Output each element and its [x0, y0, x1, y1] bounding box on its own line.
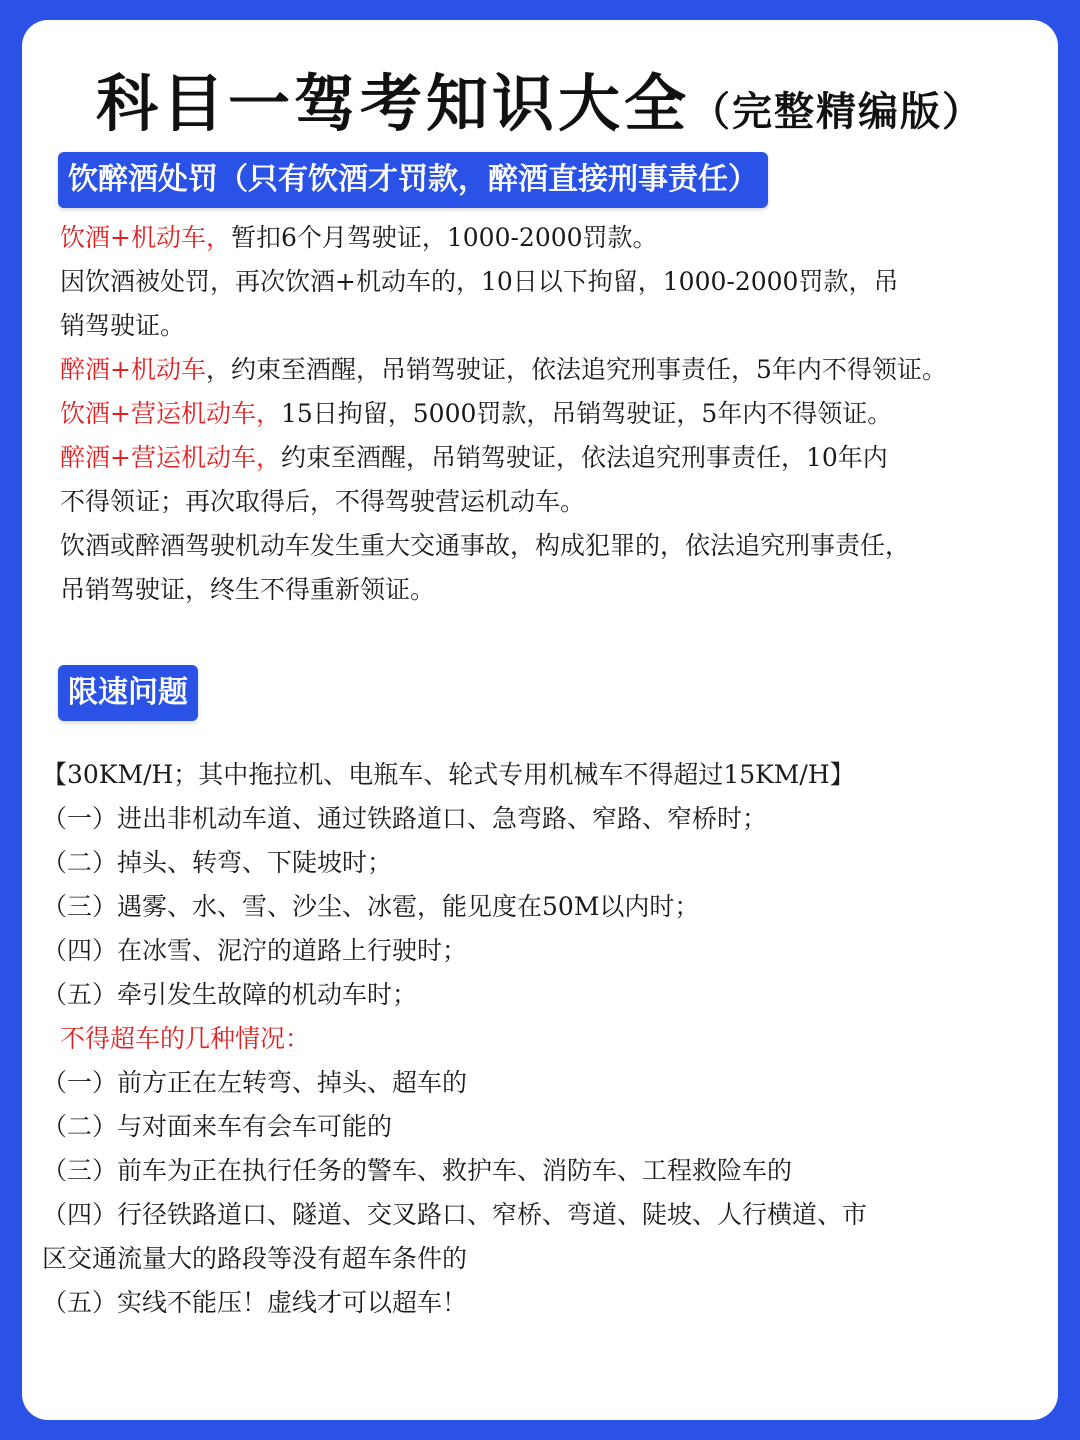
title-sub: （完整精编版）	[690, 89, 984, 135]
body-text: 约束至酒醒，吊销驾驶证，依法追究刑事责任，10年内	[280, 443, 888, 472]
text-line: 销驾驶证。	[60, 311, 186, 340]
page-title	[22, 64, 1058, 152]
text-line	[60, 348, 947, 392]
subheading-no-overtaking: 不得超车的几种情况：	[60, 1024, 311, 1053]
text-line: 饮酒或醉酒驾驶机动车发生重大交通事故，构成犯罪的，依法追究刑事责任，	[60, 531, 911, 560]
body-text: 15日拘留，5000罚款，吊销驾驶证，5年内不得领证。	[280, 399, 893, 428]
text-line: （二）掉头、转弯、下陡坡时；	[42, 848, 393, 877]
text-line: （五）牵引发生故障的机动车时；	[42, 980, 418, 1009]
text-line: （五）实线不能压！虚线才可以超车！	[42, 1288, 468, 1317]
text-line: 吊销驾驶证，终生不得重新领证。	[60, 575, 436, 604]
text-line: （三）遇雾、水、雪、沙尘、冰雹，能见度在50M以内时；	[42, 892, 700, 921]
highlight-text: 饮酒+营运机动车，	[60, 399, 281, 428]
section-heading-speed-limit: 限速问题	[58, 665, 198, 721]
text-line: （一）前方正在左转弯、掉头、超车的	[42, 1068, 468, 1097]
text-line: （二）与对面来车有会车可能的	[42, 1112, 393, 1141]
body-text: ，约束至酒醒，吊销驾驶证，依法追究刑事责任，5年内不得领证。	[205, 355, 947, 384]
text-line: 不得领证；再次取得后，不得驾驶营运机动车。	[60, 487, 586, 516]
highlight-text: 醉酒+机动车	[60, 355, 206, 384]
text-line: 因饮酒被处罚，再次饮酒+机动车的，10日以下拘留，1000-2000罚款，吊	[60, 267, 899, 296]
highlight-text: 醉酒+营运机动车，	[60, 443, 281, 472]
text-line: 【30KM/H；其中拖拉机、电瓶车、轮式专用机械车不得超过15KM/H】	[42, 760, 855, 789]
section-speed-limit-body	[42, 753, 867, 1325]
section-drunk-driving-body	[60, 216, 947, 612]
text-line: （一）进出非机动车道、通过铁路道口、急弯路、窄路、窄桥时；	[42, 804, 768, 833]
text-line: （三）前车为正在执行任务的警车、救护车、消防车、工程救险车的	[42, 1156, 793, 1185]
section-heading-drunk-driving: 饮醉酒处罚（只有饮酒才罚款，醉酒直接刑事责任）	[58, 152, 768, 208]
text-line	[60, 216, 947, 260]
text-line: （四）行径铁路道口、隧道、交叉路口、窄桥、弯道、陡坡、人行横道、市	[42, 1200, 868, 1229]
body-text: 暂扣6个月驾驶证，1000-2000罚款。	[230, 223, 658, 252]
highlight-text: 饮酒+机动车，	[60, 223, 231, 252]
text-line	[60, 392, 947, 436]
text-line: （四）在冰雪、泥泞的道路上行驶时；	[42, 936, 468, 965]
content-card	[22, 20, 1058, 1420]
text-line: 区交通流量大的路段等没有超车条件的	[42, 1244, 468, 1273]
title-main: 科目一驾考知识大全	[95, 67, 690, 140]
text-line	[60, 436, 947, 480]
